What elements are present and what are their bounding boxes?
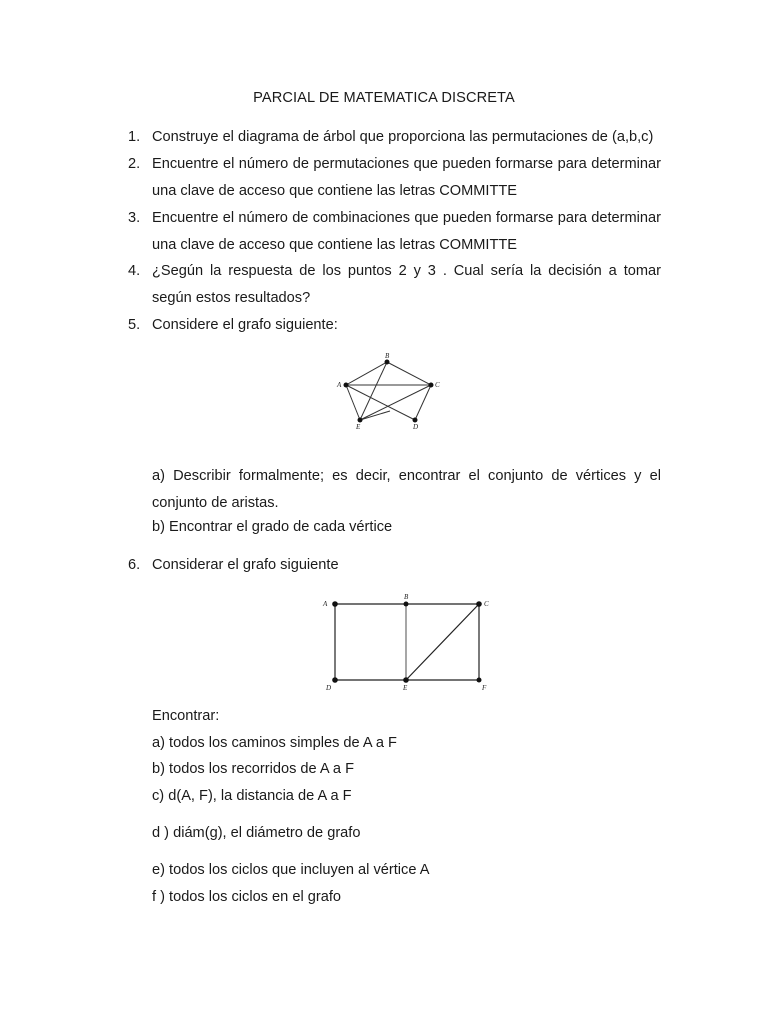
question-number: 1. [128,129,141,145]
label-f: F [482,684,487,692]
question-6-intro: Encontrar: [152,708,220,724]
label-c: C [435,381,440,389]
graph-1-edges [346,362,431,420]
vertex-b [404,602,409,607]
question-number: 2. [128,156,141,172]
vertex-a [332,601,338,607]
question-6a: a) todos los caminos simples de A a F [152,735,397,751]
label-e: E [356,423,361,431]
page-title: PARCIAL DE MATEMATICA DISCRETA [253,90,515,106]
question-6: Considerar el grafo siguiente [152,557,339,573]
question-5b: b) Encontrar el grado de cada vértice [152,519,393,535]
question-6b: b) todos los recorridos de A a F [152,761,354,777]
question-6f: f ) todos los ciclos en el grafo [152,889,341,905]
vertex-c [476,601,482,607]
graph-1-vertices [344,360,434,423]
question-number: 6. [128,557,141,573]
label-e: E [403,684,408,692]
vertex-c [429,383,434,388]
question-6e: e) todos los ciclos que incluyen al vértice A [152,862,430,878]
vertex-f [477,678,482,683]
graph-2-edges [335,604,479,680]
label-c: C [484,600,489,608]
vertex-e [358,418,363,423]
question-3: Encuentre el número de combinaciones que pueden formarse para determinar una clave de acceso que contiene las letras COMMITTE [152,210,661,253]
question-5: Considere el grafo siguiente: [152,317,338,333]
question-4: ¿Según la respuesta de los puntos 2 y 3 . Cual sería la decisión a tomar según estos resultados? [152,263,661,306]
label-b: B [385,352,390,360]
question-1: Construye el diagrama de árbol que proporciona las permutaciones de (a,b,c) [152,129,654,145]
graph-2-vertices [332,601,482,683]
label-d: D [326,684,332,692]
question-6c: c) d(A, F), la distancia de A a F [152,788,352,804]
question-2: Encuentre el número de permutaciones que pueden formarse para determinar una clave de acceso que contiene las letras COMMITTE [152,156,661,199]
question-5a: a) Describir formalmente; es decir, encontrar el conjunto de vértices y el conjunto de aristas. [152,468,661,511]
vertex-d [413,418,418,423]
question-6d: d ) diám(g), el diámetro de grafo [152,825,361,841]
vertex-d [332,677,338,683]
vertex-a [344,383,349,388]
label-d: D [413,423,419,431]
label-b: B [404,593,409,601]
question-number: 3. [128,210,141,226]
vertex-b [385,360,390,365]
label-a: A [337,381,342,389]
label-a: A [323,600,328,608]
question-number: 4. [128,263,141,279]
question-number: 5. [128,317,141,333]
vertex-e [403,677,409,683]
